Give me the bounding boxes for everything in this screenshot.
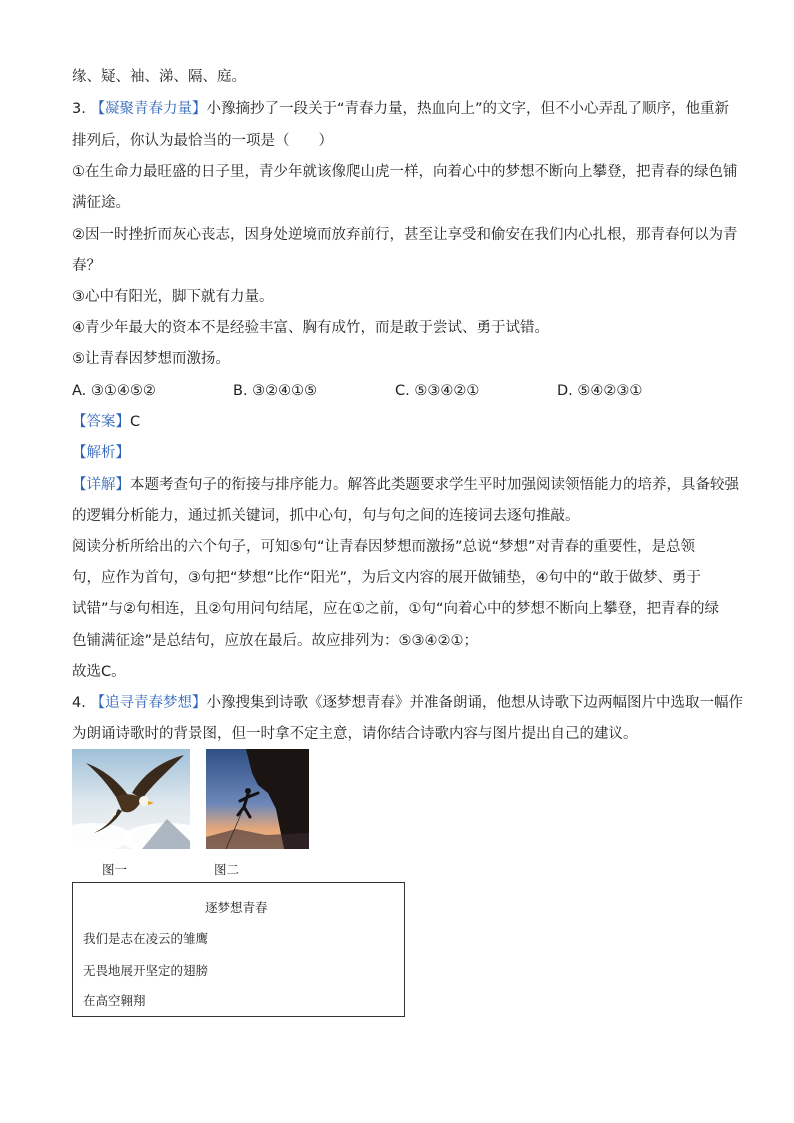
poem-line3: 在高空翱翔 <box>83 993 146 1008</box>
sentence-2-line2: 春？ <box>72 258 101 274</box>
detail-line3: 阅读分析所给出的六个句子，可知⑤句“让青春因梦想而激扬”总说“梦想”对青春的重要性，是总领 <box>72 539 696 555</box>
detail-line7: 故选C。 <box>72 664 126 680</box>
sentence-1-line1: ①在生命力最旺盛的日子里，青少年就该像爬山虎一样，向着心中的梦想不断向上攀登，把青春的绿色铺 <box>72 164 738 180</box>
q4-stem-line2: 为朗诵诗歌时的背景图，但一时拿不定主意，请你结合诗歌内容与图片提出自己的建议。 <box>72 726 638 742</box>
detail-line1 <box>72 476 739 494</box>
answer-tag: 【答案】 <box>72 414 130 430</box>
q3-stem-line2: 排列后，你认为最恰当的一项是（ ） <box>72 133 333 149</box>
detail-line6: 色铺满征途”是总结句，应放在最后。故应排列为：⑤③④②①； <box>72 633 479 649</box>
q3-number: 3. <box>72 101 91 117</box>
figure2-caption: 图二 <box>214 862 240 877</box>
q4-stem: 小豫搜集到诗歌《逐梦想青春》并准备朗诵，他想从诗歌下边两幅图片中选取一幅作 <box>206 695 743 711</box>
q4-stem-line1 <box>72 694 743 712</box>
sentence-3: ③心中有阳光，脚下就有力量。 <box>72 289 274 305</box>
q4-tag: 【追寻青春梦想】 <box>90 695 207 711</box>
climber-image <box>206 749 309 849</box>
prev-answer-line: 缘、疑、袖、涕、隔、庭。 <box>72 69 246 85</box>
q3-tag: 【凝聚青春力量】 <box>90 101 207 117</box>
figure1-caption: 图一 <box>102 862 128 877</box>
detail-text: 本题考查句子的衔接与排序能力。解答此类题要求学生平时加强阅读领悟能力的培养，具备较强 <box>130 477 739 493</box>
sentence-1-line2: 满征途。 <box>72 195 130 211</box>
q3-stem: 小豫摘抄了一段关于“青春力量，热血向上”的文字，但不小心弄乱了顺序，他重新 <box>206 101 729 117</box>
eagle-image <box>72 749 190 849</box>
detail-line4: 句，应作为首句，③句把“梦想”比作“阳光”，为后文内容的展开做铺垫，④句中的“敢于做梦、勇于 <box>72 570 702 586</box>
detail-tag: 【详解】 <box>72 477 130 493</box>
poem-line1: 我们是志在凌云的雏鹰 <box>83 931 209 946</box>
q4-number: 4. <box>72 695 91 711</box>
option-a: A. ③①④⑤② <box>72 383 156 399</box>
sentence-5: ⑤让青春因梦想而激扬。 <box>72 351 230 367</box>
analysis-tag: 【解析】 <box>72 445 130 461</box>
answer-value: C <box>130 414 141 430</box>
sentence-2-line1: ②因一时挫折而灰心丧志，因身处逆境而放弃前行，甚至让享受和偷安在我们内心扎根，那青春何以为青 <box>72 227 738 243</box>
poem-box <box>72 882 405 1017</box>
option-b: B. ③②④①⑤ <box>233 383 318 399</box>
option-d: D. ⑤④②③① <box>557 383 643 399</box>
detail-line2: 的逻辑分析能力，通过抓关键词，抓中心句，句与句之间的连接词去逐句推敲。 <box>72 508 580 524</box>
option-c: C. ⑤③④②① <box>395 383 480 399</box>
detail-line5: 试错”与②句相连，且②句用问句结尾，应在①之前，①句“向着心中的梦想不断向上攀登，把青春的绿 <box>72 601 720 617</box>
sentence-4: ④青少年最大的资本不是经验丰富、胸有成竹，而是敢于尝试、勇于试错。 <box>72 320 549 336</box>
poem-line2: 无畏地展开坚定的翅膀 <box>83 963 209 978</box>
poem-title: 逐梦想青春 <box>205 900 268 915</box>
answer-line <box>72 413 140 431</box>
q3-stem-line1 <box>72 100 729 118</box>
